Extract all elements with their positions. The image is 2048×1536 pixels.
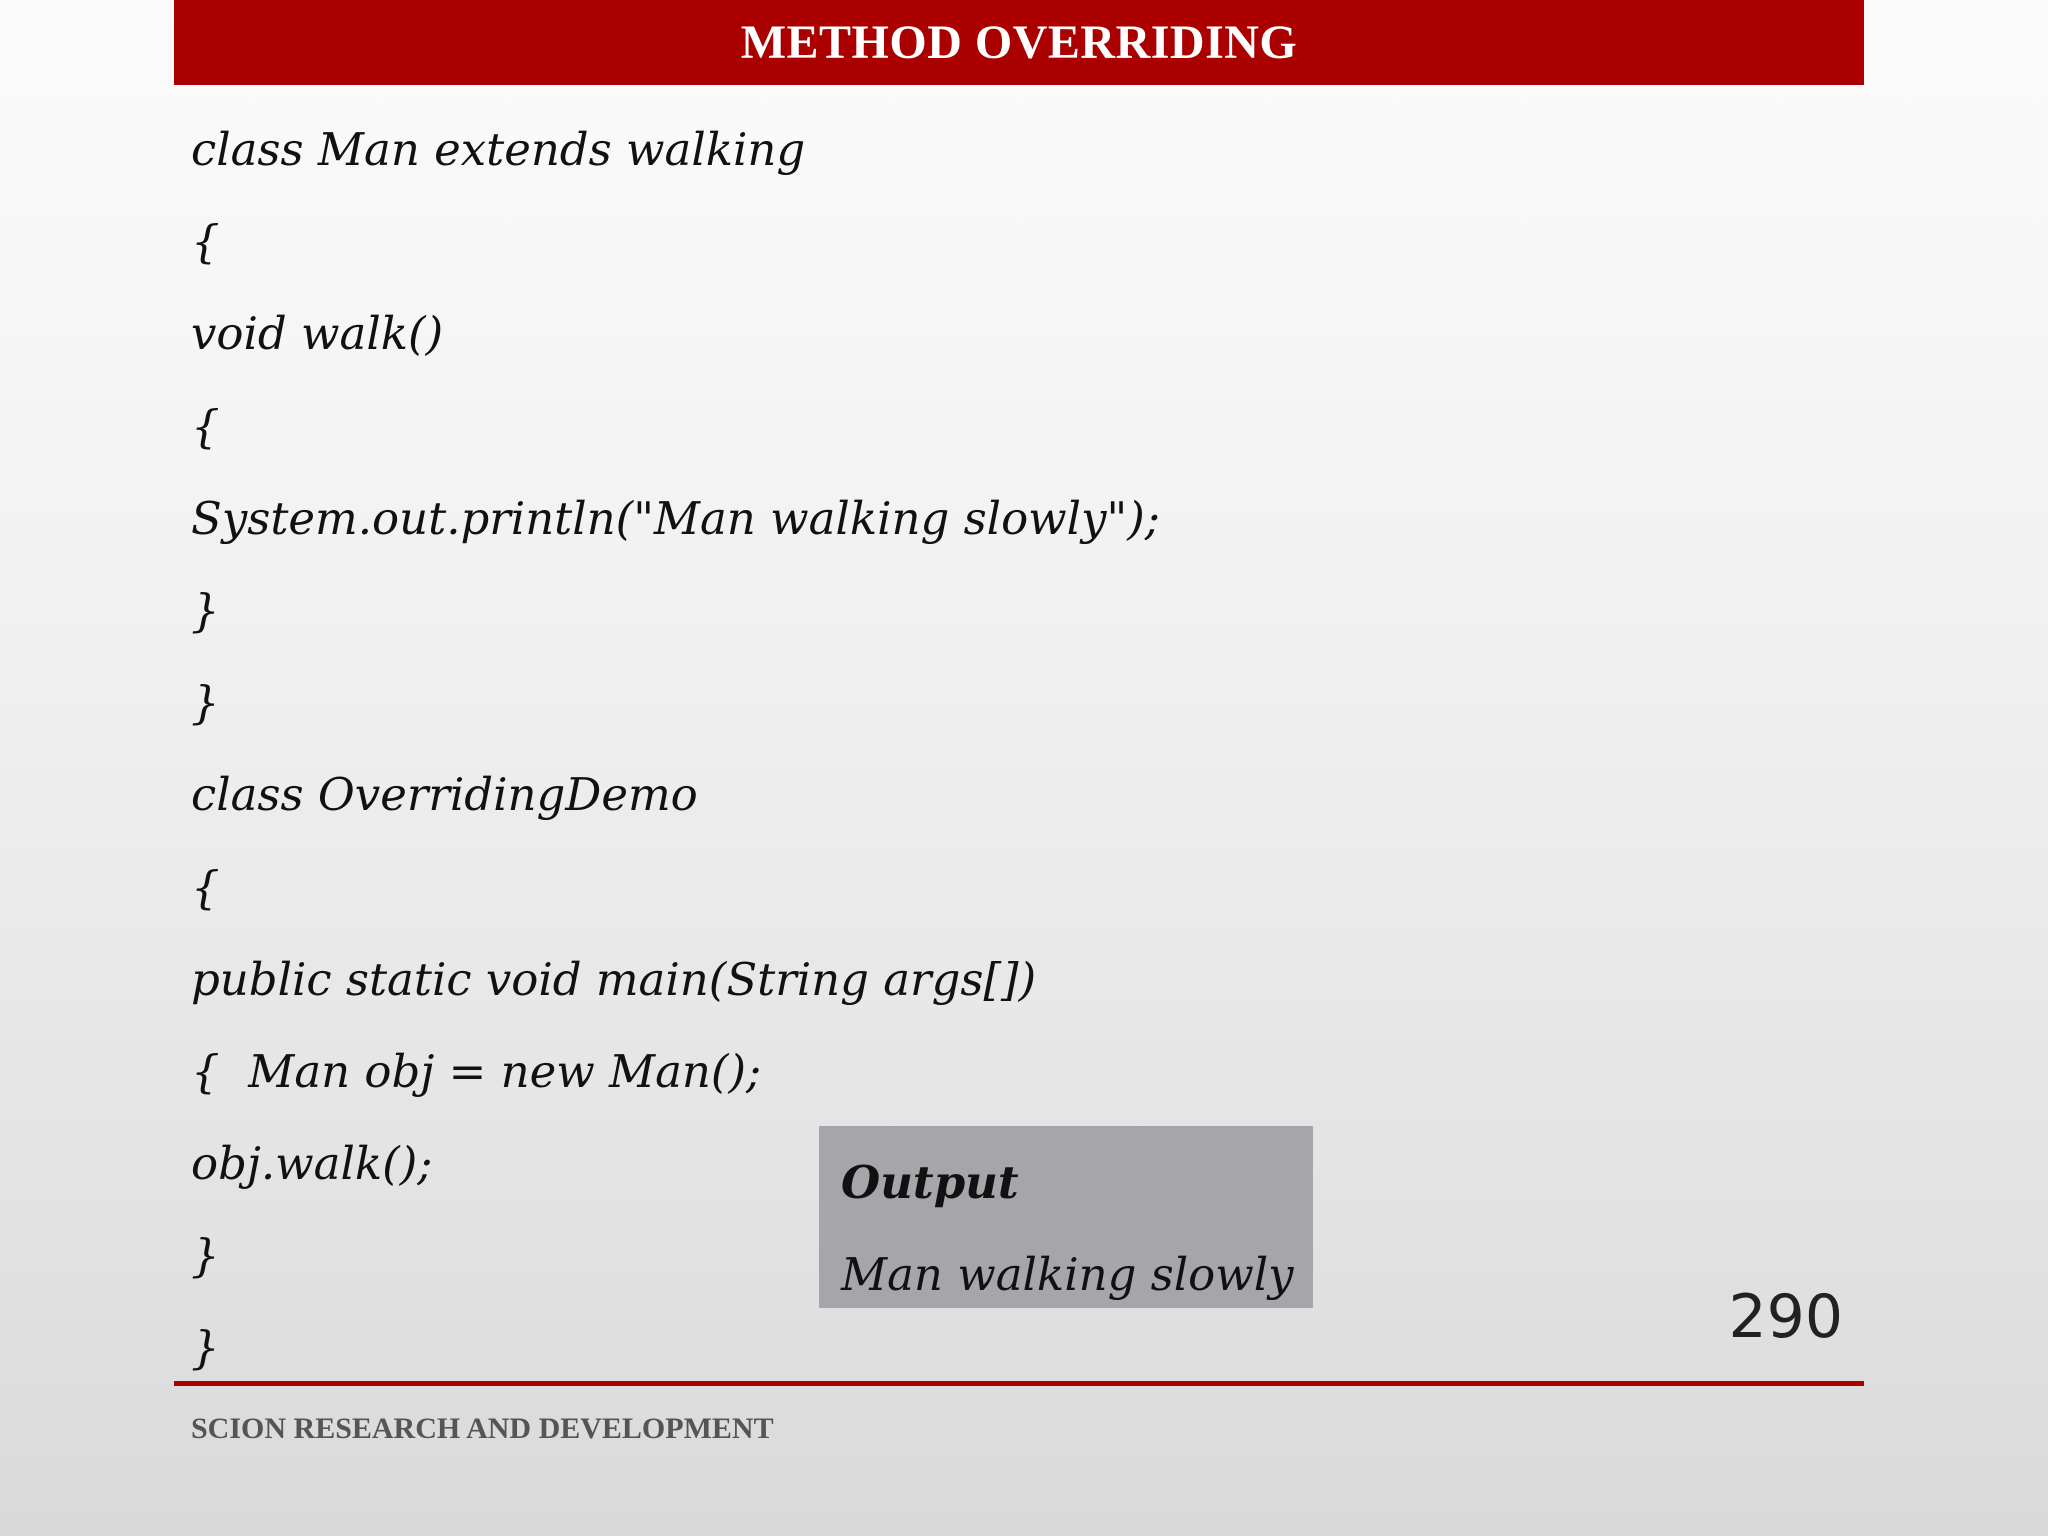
page-number: 290: [1728, 1282, 1843, 1352]
code-line: }: [191, 583, 220, 637]
code-line: }: [191, 676, 220, 730]
code-line: {: [191, 860, 220, 914]
footer-divider: [174, 1381, 1864, 1386]
code-line: { Man obj = new Man();: [191, 1044, 762, 1098]
output-label: Output: [841, 1156, 1019, 1209]
code-line: {: [191, 399, 220, 453]
code-line: void walk(): [191, 307, 444, 361]
title-bar: [174, 0, 1864, 85]
code-line: }: [191, 1229, 220, 1283]
output-text: Man walking slowly: [841, 1248, 1294, 1301]
code-line: class OverridingDemo: [191, 768, 698, 822]
footer-organization: SCION RESEARCH AND DEVELOPMENT: [191, 1412, 774, 1445]
code-line: {: [191, 215, 220, 269]
code-line: class Man extends walking: [191, 123, 806, 176]
code-line: obj.walk();: [191, 1137, 433, 1191]
slide-title: METHOD OVERRIDING: [740, 16, 1298, 69]
code-line: }: [191, 1321, 220, 1375]
output-box: [819, 1126, 1313, 1308]
code-line: public static void main(String args[]): [191, 952, 1037, 1006]
code-line: System.out.println("Man walking slowly");: [191, 491, 1160, 545]
